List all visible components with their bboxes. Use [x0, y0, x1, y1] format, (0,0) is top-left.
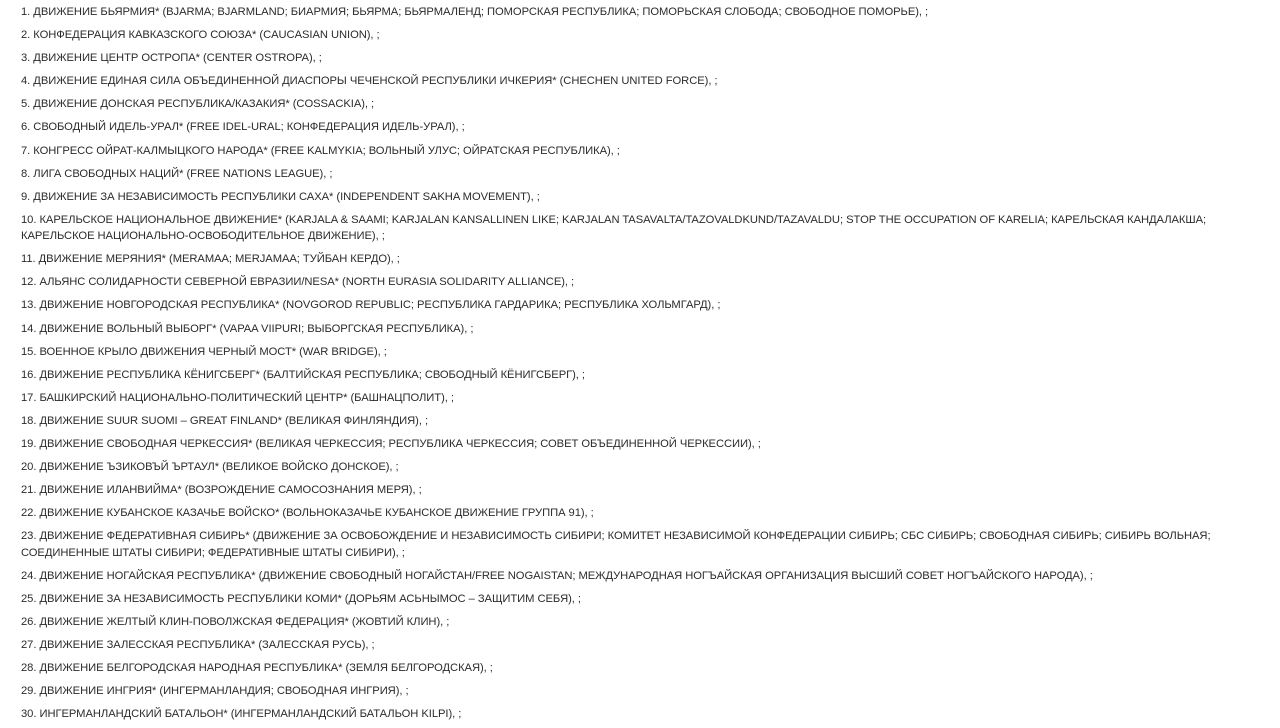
list-item: 3. ДВИЖЕНИЕ ЦЕНТР ОСТРОПА* (CENTER OSTROPA), ; — [21, 52, 322, 65]
list-item: 4. ДВИЖЕНИЕ ЕДИНАЯ СИЛА ОБЪЕДИНЕННОЙ ДИАСПОРЫ ЧЕЧЕНСКОЙ РЕСПУБЛИКИ ИЧКЕРИЯ* (CHECHEN UNITED FORCE), ; — [21, 75, 718, 88]
list-item: 22. ДВИЖЕНИЕ КУБАНСКОЕ КАЗАЧЬЕ ВОЙСКО* (ВОЛЬНОКАЗАЧЬЕ КУБАНСКОЕ ДВИЖЕНИЕ ГРУППА 91), ; — [21, 507, 594, 520]
list-item: 30. ИНГЕРМАНЛАНДСКИЙ БАТАЛЬОН* (ИНГЕРМАНЛАНДСКИЙ БАТАЛЬОН KILPI), ; — [21, 708, 462, 721]
list-item: 11. ДВИЖЕНИЕ МЕРЯНИЯ* (MERAMAA; MERJAMAA; ТУЙБАН КЕРДО), ; — [21, 253, 400, 266]
list-item: 21. ДВИЖЕНИЕ ИЛАНВИЙМА* (ВОЗРОЖДЕНИЕ САМОСОЗНАНИЯ МЕРЯ), ; — [21, 484, 422, 497]
list-item: 8. ЛИГА СВОБОДНЫХ НАЦИЙ* (FREE NATIONS LEAGUE), ; — [21, 167, 333, 180]
list-item: 17. БАШКИРСКИЙ НАЦИОНАЛЬНО-ПОЛИТИЧЕСКИЙ ЦЕНТР* (БАШНАЦПОЛИТ), ; — [21, 391, 454, 404]
list-item: 1. ДВИЖЕНИЕ БЬЯРМИЯ* (BJARMA; BJARMLAND; БИАРМИЯ; БЬЯРМА; БЬЯРМАЛЕНД; ПОМОРСКАЯ РЕСПУБЛИКА; ПОМОРЬСКАЯ СЛОБОДА; СВОБОДНОЕ ПОМОРЬЕ), ; — [21, 6, 929, 18]
list-item: 5. ДВИЖЕНИЕ ДОНСКАЯ РЕСПУБЛИКА/КАЗАКИЯ* (COSSACKIA), ; — [21, 98, 375, 111]
list-item: 10. КАРЕЛЬСКОЕ НАЦИОНАЛЬНОЕ ДВИЖЕНИЕ* (KARJALA & SAAMI; KARJALAN KANSALLINEN LIKE; KARJALAN TASAVALTA/TAZOVALDKUND/TAZAVALDU; STOP THE OCCUPATION OF KARELIA; КАРЕЛЬСКАЯ КАНДАЛАКША; КАРЕЛЬСКОЕ НАЦИОНАЛЬНО-ОСВОБОДИТЕЛЬНОЕ ДВИЖЕНИЕ), ; — [21, 213, 1207, 243]
list-item: 15. ВОЕННОЕ КРЫЛО ДВИЖЕНИЯ ЧЕРНЫЙ МОСТ* (WAR BRIDGE), ; — [21, 345, 387, 358]
list-item: 9. ДВИЖЕНИЕ ЗА НЕЗАВИСИМОСТЬ РЕСПУБЛИКИ САХА* (INDEPENDENT SAKHA MOVEMENT), ; — [21, 190, 540, 203]
organization-list — [21, 4, 1266, 723]
list-item: 27. ДВИЖЕНИЕ ЗАЛЕССКАЯ РЕСПУБЛИКА* (ЗАЛЕССКАЯ РУСЬ), ; — [21, 639, 375, 652]
list-item: 25. ДВИЖЕНИЕ ЗА НЕЗАВИСИМОСТЬ РЕСПУБЛИКИ КОМИ* (ДОРЬЯМ АСЬНЫМОС – ЗАЩИТИМ СЕБЯ), ; — [21, 592, 581, 605]
list-item: 2. КОНФЕДЕРАЦИЯ КАВКАЗСКОГО СОЮЗА* (CAUCASIAN UNION), ; — [21, 29, 380, 42]
list-item: 26. ДВИЖЕНИЕ ЖЕЛТЫЙ КЛИН-ПОВОЛЖСКАЯ ФЕДЕРАЦИЯ* (ЖОВТИЙ КЛИН), ; — [21, 615, 450, 628]
list-item: 20. ДВИЖЕНИЕ ЪЗИКОВЪЙ ЪРТАУЛ* (ВЕЛИКОЕ ВОЙСКО ДОНСКОЕ), ; — [21, 461, 399, 474]
list-item: 14. ДВИЖЕНИЕ ВОЛЬНЫЙ ВЫБОРГ* (VAPAA VIIPURI; ВЫБОРГСКАЯ РЕСПУБЛИКА), ; — [21, 322, 474, 335]
list-item: 18. ДВИЖЕНИЕ SUUR SUOMI – GREAT FINLAND* (ВЕЛИКАЯ ФИНЛЯНДИЯ), ; — [21, 414, 429, 427]
list-item: 13. ДВИЖЕНИЕ НОВГОРОДСКАЯ РЕСПУБЛИКА* (NOVGOROD REPUBLIC; РЕСПУБЛИКА ГАРДАРИКА; РЕСПУБЛИКА ХОЛЬМГАРД), ; — [21, 299, 721, 312]
list-item: 16. ДВИЖЕНИЕ РЕСПУБЛИКА КЁНИГСБЕРГ* (БАЛТИЙСКАЯ РЕСПУБЛИКА; СВОБОДНЫЙ КЁНИГСБЕРГ), ; — [21, 368, 585, 381]
list-item: 29. ДВИЖЕНИЕ ИНГРИЯ* (ИНГЕРМАНЛАНДИЯ; СВОБОДНАЯ ИНГРИЯ), ; — [21, 685, 409, 698]
list-item: 28. ДВИЖЕНИЕ БЕЛГОРОДСКАЯ НАРОДНАЯ РЕСПУБЛИКА* (ЗЕМЛЯ БЕЛГОРОДСКАЯ), ; — [21, 662, 493, 675]
list-item: 12. АЛЬЯНС СОЛИДАРНОСТИ СЕВЕРНОЙ ЕВРАЗИИ/NESA* (NORTH EURASIA SOLIDARITY ALLIANCE), ; — [21, 276, 575, 289]
list-item: 7. КОНГРЕСС ОЙРАТ-КАЛМЫЦКОГО НАРОДА* (FREE KALMYKIA; ВОЛЬНЫЙ УЛУС; ОЙРАТСКАЯ РЕСПУБЛИКА), ; — [21, 144, 620, 157]
list-item: 6. СВОБОДНЫЙ ИДЕЛЬ-УРАЛ* (FREE IDEL-URAL; КОНФЕДЕРАЦИЯ ИДЕЛЬ-УРАЛ), ; — [21, 121, 465, 134]
list-item: 19. ДВИЖЕНИЕ СВОБОДНАЯ ЧЕРКЕССИЯ* (ВЕЛИКАЯ ЧЕРКЕССИЯ; РЕСПУБЛИКА ЧЕРКЕССИЯ; СОВЕТ ОБЪЕДИНЕННОЙ ЧЕРКЕССИИ), ; — [21, 437, 761, 450]
list-item: 23. ДВИЖЕНИЕ ФЕДЕРАТИВНАЯ СИБИРЬ* (ДВИЖЕНИЕ ЗА ОСВОБОЖДЕНИЕ И НЕЗАВИСИМОСТЬ СИБИРИ; КОМИТЕТ НЕЗАВИСИМОЙ КОНФЕДЕРАЦИИ СИБИРЬ; СБС СИБИРЬ; СВОБОДНАЯ СИБИРЬ; СИБИРЬ ВОЛЬНАЯ; СОЕДИНЕННЫЕ ШТАТЫ СИБИРИ; ФЕДЕРАТИВНЫЕ ШТАТЫ СИБИРИ), ; — [21, 530, 1211, 559]
list-item: 24. ДВИЖЕНИЕ НОГАЙСКАЯ РЕСПУБЛИКА* (ДВИЖЕНИЕ СВОБОДНЫЙ НОГАЙСТАН/FREE NOGAISTAN; МЕЖДУНАРОДНАЯ НОГЪАЙСКАЯ ОРГАНИЗАЦИЯ ВЫСШИЙ СОВЕТ НОГЪАЙСКОГО НАРОДА), ; — [21, 569, 1093, 582]
